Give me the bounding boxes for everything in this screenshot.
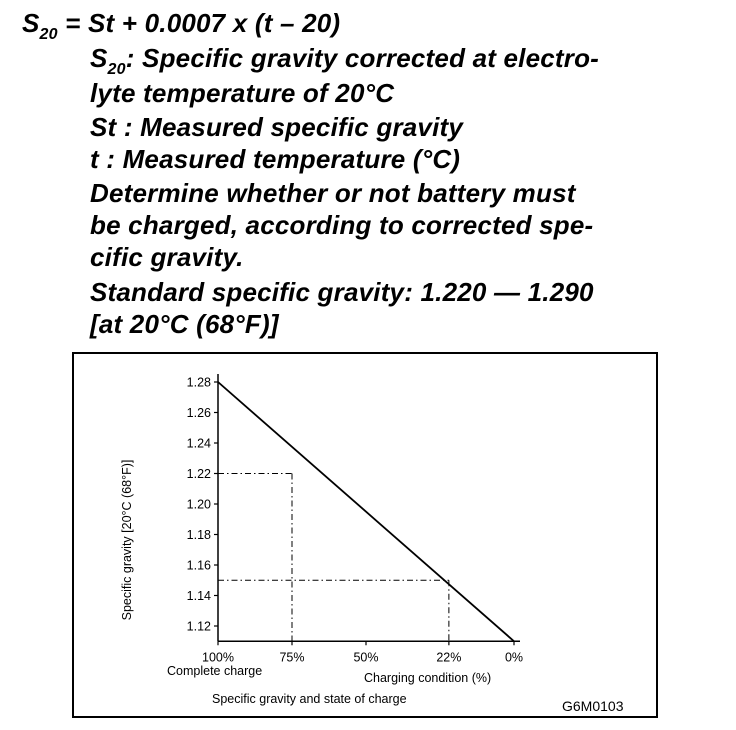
chart [74,354,660,720]
figure-code: G6M0103 [562,698,624,714]
standard-line-1: Standard specific gravity: 1.220 — 1.290 [90,277,594,307]
complete-charge-note: Complete charge [167,664,263,678]
series-line [218,382,514,641]
x-tick-label: 100% [202,650,234,665]
y-tick-label: 1.24 [186,436,211,451]
y-tick-label: 1.16 [186,558,211,573]
chart-title: Specific gravity and state of charge [212,692,407,706]
y-tick-label: 1.26 [186,406,211,420]
definition-st: St : Measured specific gravity [90,112,464,142]
determine-line-1: Determine whether or not battery must [90,178,576,208]
y-tick-label: 1.12 [186,619,211,634]
chart-frame [72,352,658,718]
x-axis-label: Charging condition (%) [364,671,492,685]
x-tick-label: 75% [279,650,305,665]
x-tick-label: 50% [353,650,379,665]
y-tick-label: 1.14 [186,589,211,603]
determine-line-2: be charged, according to corrected spe- [90,210,594,240]
y-tick-label: 1.20 [186,497,211,512]
definition-t: t : Measured temperature (°C) [90,144,461,174]
x-tick-label: 22% [436,650,462,665]
y-tick-label: 1.18 [186,528,211,542]
determine-line-3: cific gravity. [90,242,244,272]
formula: $S_{20} = St + 0.0007$ x (t – 20) [22,8,341,43]
x-tick-label: 0% [504,650,524,665]
y-tick-label: 1.28 [186,375,211,390]
y-axis-label: Specific gravity [20°C (68°F)] [120,459,134,621]
standard-line-2: [at 20°C (68°F)] [90,309,279,339]
definition-s20: $S_{20}$: Specific gravity corrected at electro- [90,43,600,78]
y-tick-label: 1.22 [186,467,211,481]
definition-s20-cont: lyte temperature of 20°C [90,78,395,108]
